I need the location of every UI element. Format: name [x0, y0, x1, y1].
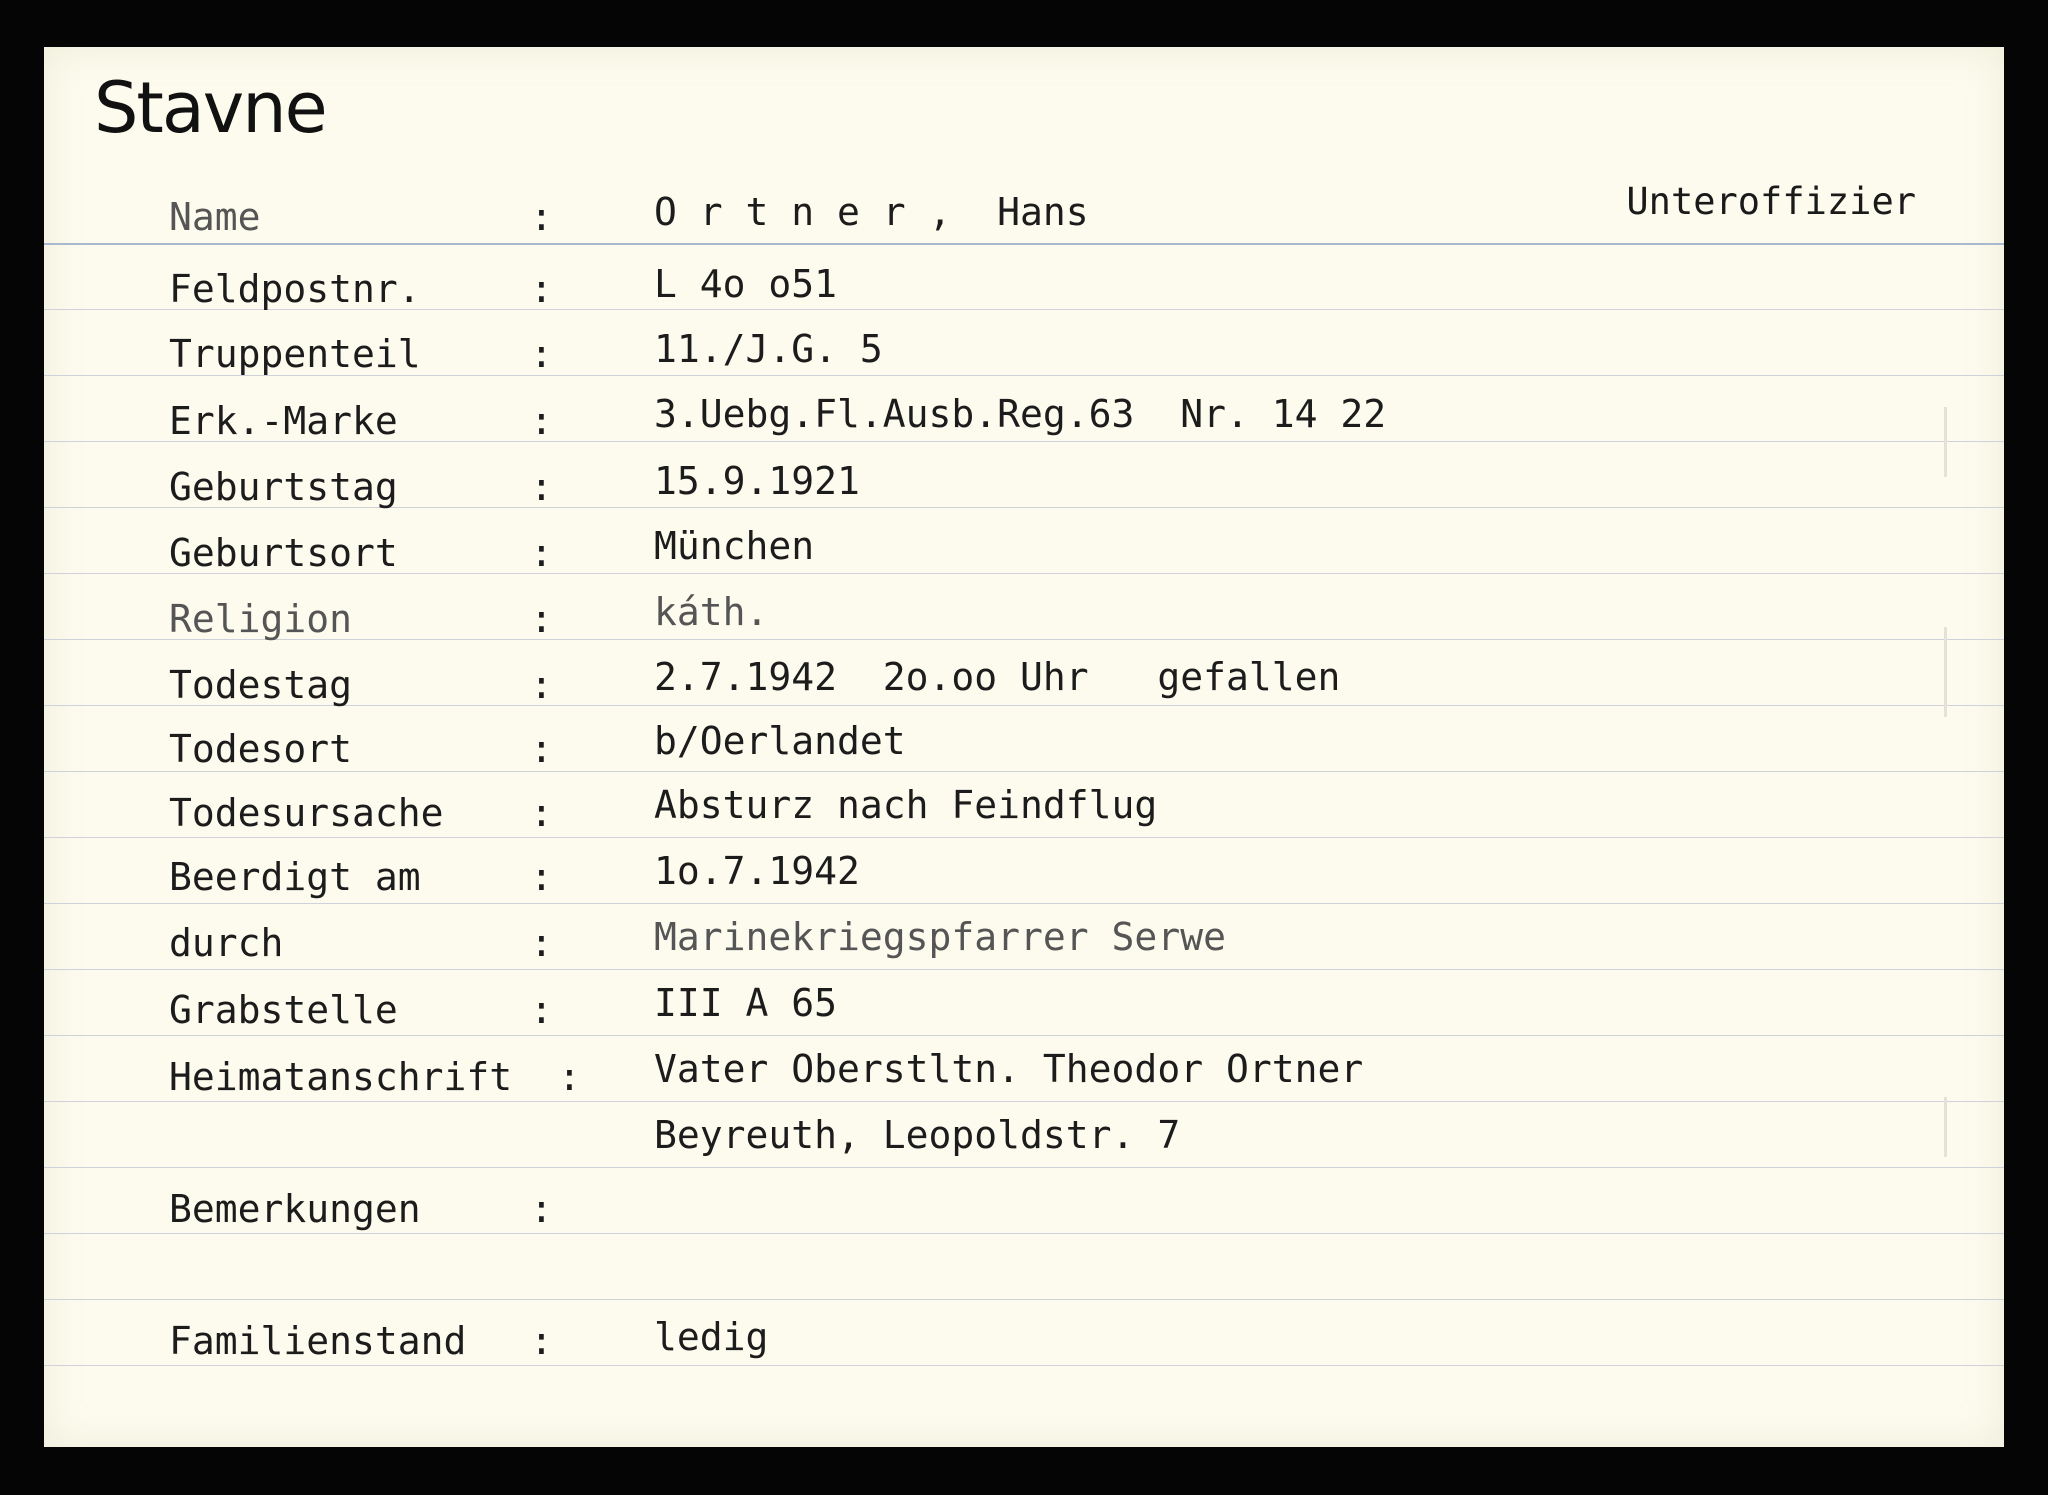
field-value-truppenteil: 11./J.G. 5 — [654, 327, 883, 371]
field-value-durch: Marinekriegspfarrer Serwe — [654, 915, 1226, 959]
ruled-line — [44, 1233, 2004, 1234]
field-colon: : — [530, 791, 553, 835]
field-colon: : — [530, 597, 553, 641]
field-value-religion: káth. — [654, 590, 769, 634]
ruled-line — [44, 969, 2004, 970]
field-value-grabstelle: III A 65 — [654, 981, 838, 1025]
rank-label: Unteroffizier — [1626, 180, 1916, 223]
field-label-todesort: Todesort — [169, 727, 353, 771]
cemetery-location-title: Stavne — [94, 67, 326, 149]
field-colon: : — [530, 332, 553, 376]
ruled-line — [44, 1365, 2004, 1366]
field-colon: : — [530, 727, 553, 771]
ruled-line — [44, 771, 2004, 772]
field-label-familienstand: Familienstand — [169, 1319, 467, 1363]
field-label-geburtstag: Geburtstag — [169, 465, 398, 509]
field-value-geburtsort: München — [654, 524, 815, 568]
field-label-feldpostnr: Feldpostnr. — [169, 267, 421, 311]
ruled-line — [44, 1101, 2004, 1102]
field-label-durch: durch — [169, 921, 284, 965]
ruled-line — [44, 1167, 2004, 1168]
field-colon: : — [530, 195, 553, 239]
field-label-heimatanschrift: Heimatanschrift — [169, 1055, 513, 1099]
ruled-line — [44, 837, 2004, 838]
field-label-beerdigt-am: Beerdigt am — [169, 855, 421, 899]
field-colon: : — [530, 663, 553, 707]
field-colon: : — [558, 1055, 581, 1099]
field-value-feldpostnr: L 4o o51 — [654, 262, 838, 306]
field-label-todesursache: Todesursache — [169, 791, 444, 835]
index-card — [44, 47, 2004, 1447]
field-value-heimatanschrift-line2: Beyreuth, Leopoldstr. 7 — [654, 1113, 1181, 1157]
field-value-erkennungsmarke: 3.Uebg.Fl.Ausb.Reg.63 Nr. 14 22 — [654, 392, 1387, 436]
field-label-name: Name — [169, 195, 261, 239]
ruled-line — [44, 243, 2004, 245]
field-colon: : — [530, 855, 553, 899]
field-colon: : — [530, 921, 553, 965]
field-value-todestag: 2.7.1942 2o.oo Uhr gefallen — [654, 655, 1341, 699]
ruled-line — [44, 903, 2004, 904]
field-label-geburtsort: Geburtsort — [169, 531, 398, 575]
field-colon: : — [530, 267, 553, 311]
field-value-beerdigt-am: 1o.7.1942 — [654, 849, 860, 893]
field-label-bemerkungen: Bemerkungen — [169, 1187, 421, 1231]
edge-mark — [1944, 407, 1947, 477]
edge-mark — [1944, 1097, 1947, 1157]
edge-mark — [1944, 627, 1947, 717]
field-colon: : — [530, 531, 553, 575]
field-colon: : — [530, 465, 553, 509]
field-value-geburtstag: 15.9.1921 — [654, 459, 860, 503]
ruled-line — [44, 1035, 2004, 1036]
field-colon: : — [530, 988, 553, 1032]
field-colon: : — [530, 1187, 553, 1231]
ruled-line — [44, 1299, 2004, 1300]
field-label-erkennungsmarke: Erk.-Marke — [169, 399, 398, 443]
field-label-truppenteil: Truppenteil — [169, 332, 421, 376]
field-colon: : — [530, 1319, 553, 1363]
field-label-grabstelle: Grabstelle — [169, 988, 398, 1032]
field-label-religion: Religion — [169, 597, 353, 641]
field-colon: : — [530, 399, 553, 443]
field-value-name: O r t n e r , Hans — [654, 190, 1089, 234]
field-value-todesursache: Absturz nach Feindflug — [654, 783, 1158, 827]
field-value-familienstand: ledig — [654, 1315, 769, 1359]
field-label-todestag: Todestag — [169, 663, 353, 707]
field-value-todesort: b/Oerlandet — [654, 719, 906, 763]
field-value-heimatanschrift-line1: Vater Oberstltn. Theodor Ortner — [654, 1047, 1364, 1091]
